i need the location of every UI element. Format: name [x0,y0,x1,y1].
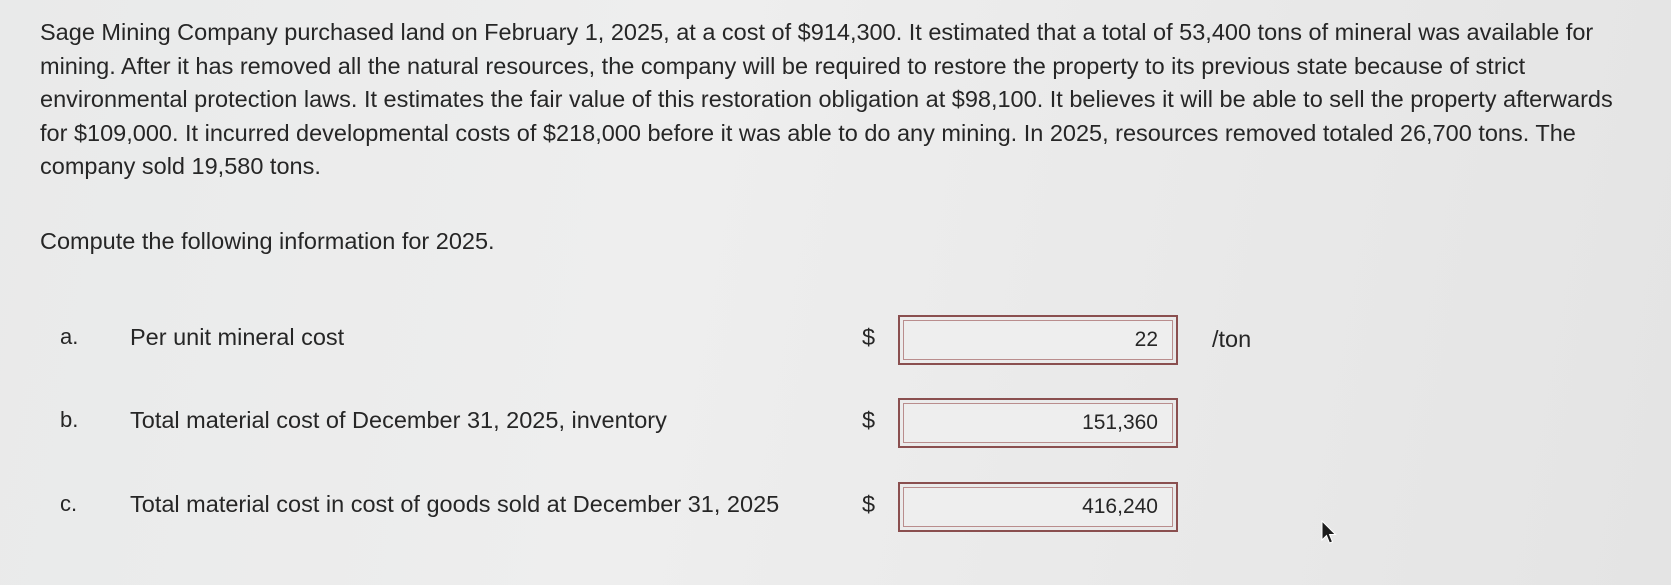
mouse-pointer-icon [1320,520,1338,546]
item-label: Total material cost of December 31, 2025, inventory [130,407,667,433]
currency-symbol: $ [862,324,876,350]
answer-box [898,315,1178,365]
currency-symbol: $ [862,407,876,433]
item-label: Per unit mineral cost [130,324,345,350]
currency-symbol: $ [862,491,876,517]
item-letter: a. [60,324,79,349]
per-unit-cost-input[interactable] [903,320,1173,360]
answer-row-c [0,482,1671,532]
cogs-cost-input[interactable] [903,487,1173,527]
inventory-cost-input[interactable] [903,403,1173,443]
item-letter: b. [60,407,79,432]
instruction-text: Compute the following information for 2025. [40,228,495,254]
unit-label: /ton [1212,326,1252,352]
item-label: Total material cost in cost of goods sold at December 31, 2025 [130,491,780,517]
answer-box [898,398,1178,448]
answer-row-b [0,398,1671,448]
problem-statement: Sage Mining Company purchased land on February 1, 2025, at a cost of $914,300. It estimated that a total of 53,400 tons of mineral was available for mining. After it has removed all the natural resources, the company will be required to restore the property to its previous state because of strict environmental protection laws. It estimates the fair value of this restoration obligation at $98,100. It believes it will be able to sell the property afterwards for $109,000. It incurred developmental costs of $218,000 before it was able to do any mining. In 2025, resources removed totaled 26,700 tons. The company sold 19,580 tons. [40,19,1613,179]
answer-row-a [0,315,1671,365]
item-letter: c. [60,491,78,516]
answer-box [898,482,1178,532]
